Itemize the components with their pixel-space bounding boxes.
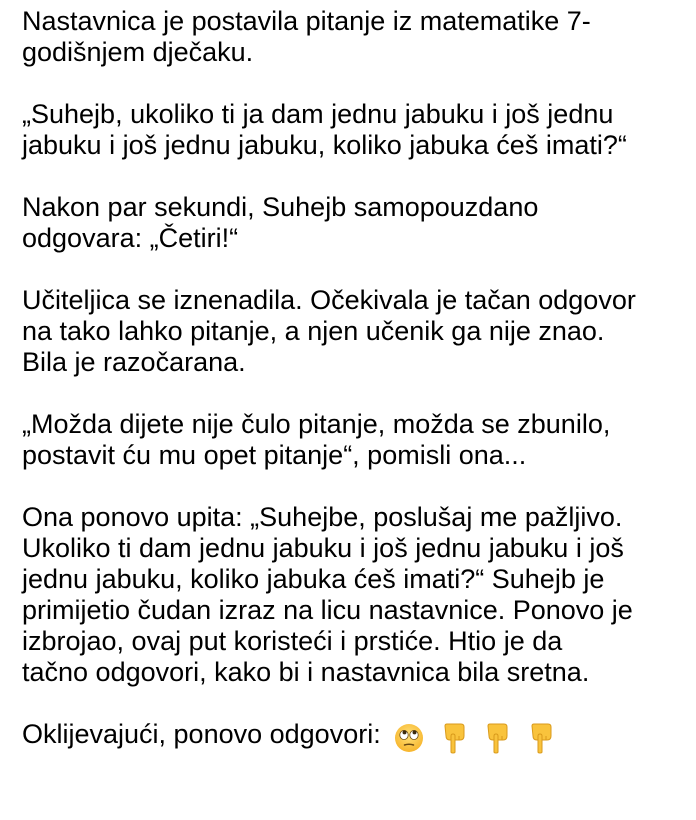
pointing-down-icon xyxy=(485,722,511,761)
paragraph-1 xyxy=(22,6,682,68)
text-line: Nastavnica je postavila pitanje iz matematike 7- xyxy=(22,6,591,36)
text-line: Nakon par sekundi, Suhejb samopouzdano xyxy=(22,192,539,222)
text-line: Ukoliko ti dam jednu jabuku i još jednu jabuku i još xyxy=(22,533,624,563)
text-line: postavit ću mu opet pitanje“, pomisli ona... xyxy=(22,440,527,470)
text-line: „Suhejb, ukoliko ti ja dam jednu jabuku i još jednu xyxy=(22,99,614,129)
final-line xyxy=(22,719,682,761)
text-line: Učiteljica se iznenadila. Očekivala je tačan odgovor xyxy=(22,285,636,315)
paragraph-5 xyxy=(22,409,682,471)
final-line-text: Oklijevajući, ponovo odgovori: xyxy=(22,719,381,749)
text-line: primijetio čudan izraz na licu nastavnice. Ponovo je xyxy=(22,595,633,625)
text-line: jabuku i još jednu jabuku, koliko jabuka ćeš imati?“ xyxy=(22,130,627,160)
paragraph-final xyxy=(22,719,682,761)
text-line: tačno odgovori, kako bi i nastavnica bila sretna. xyxy=(22,657,590,687)
text-line: na tako lahko pitanje, a njen učenik ga nije znao. xyxy=(22,316,605,346)
text-line: odgovara: „Četiri!“ xyxy=(22,223,239,253)
pointing-down-icon xyxy=(529,722,555,761)
text-line: Ona ponovo upita: „Suhejbe, poslušaj me pažljivo. xyxy=(22,502,623,532)
pointing-down-icon xyxy=(442,722,468,761)
text-line: jednu jabuku, koliko jabuka ćeš imati?“ Suhejb je xyxy=(22,564,605,594)
eye-roll-face-icon xyxy=(394,723,424,760)
paragraph-3 xyxy=(22,192,682,254)
emoji-row xyxy=(394,722,565,761)
text-line: izbrojao, ovaj put koristeći i prstiće. Htio je da xyxy=(22,626,563,656)
text-line: „Možda dijete nije čulo pitanje, možda se zbunilo, xyxy=(22,409,611,439)
note-body xyxy=(22,6,682,761)
paragraph-2 xyxy=(22,99,682,161)
paragraph-6 xyxy=(22,502,682,688)
text-line: godišnjem dječaku. xyxy=(22,37,254,67)
text-line: Bila je razočarana. xyxy=(22,347,246,377)
paragraph-4 xyxy=(22,285,682,378)
